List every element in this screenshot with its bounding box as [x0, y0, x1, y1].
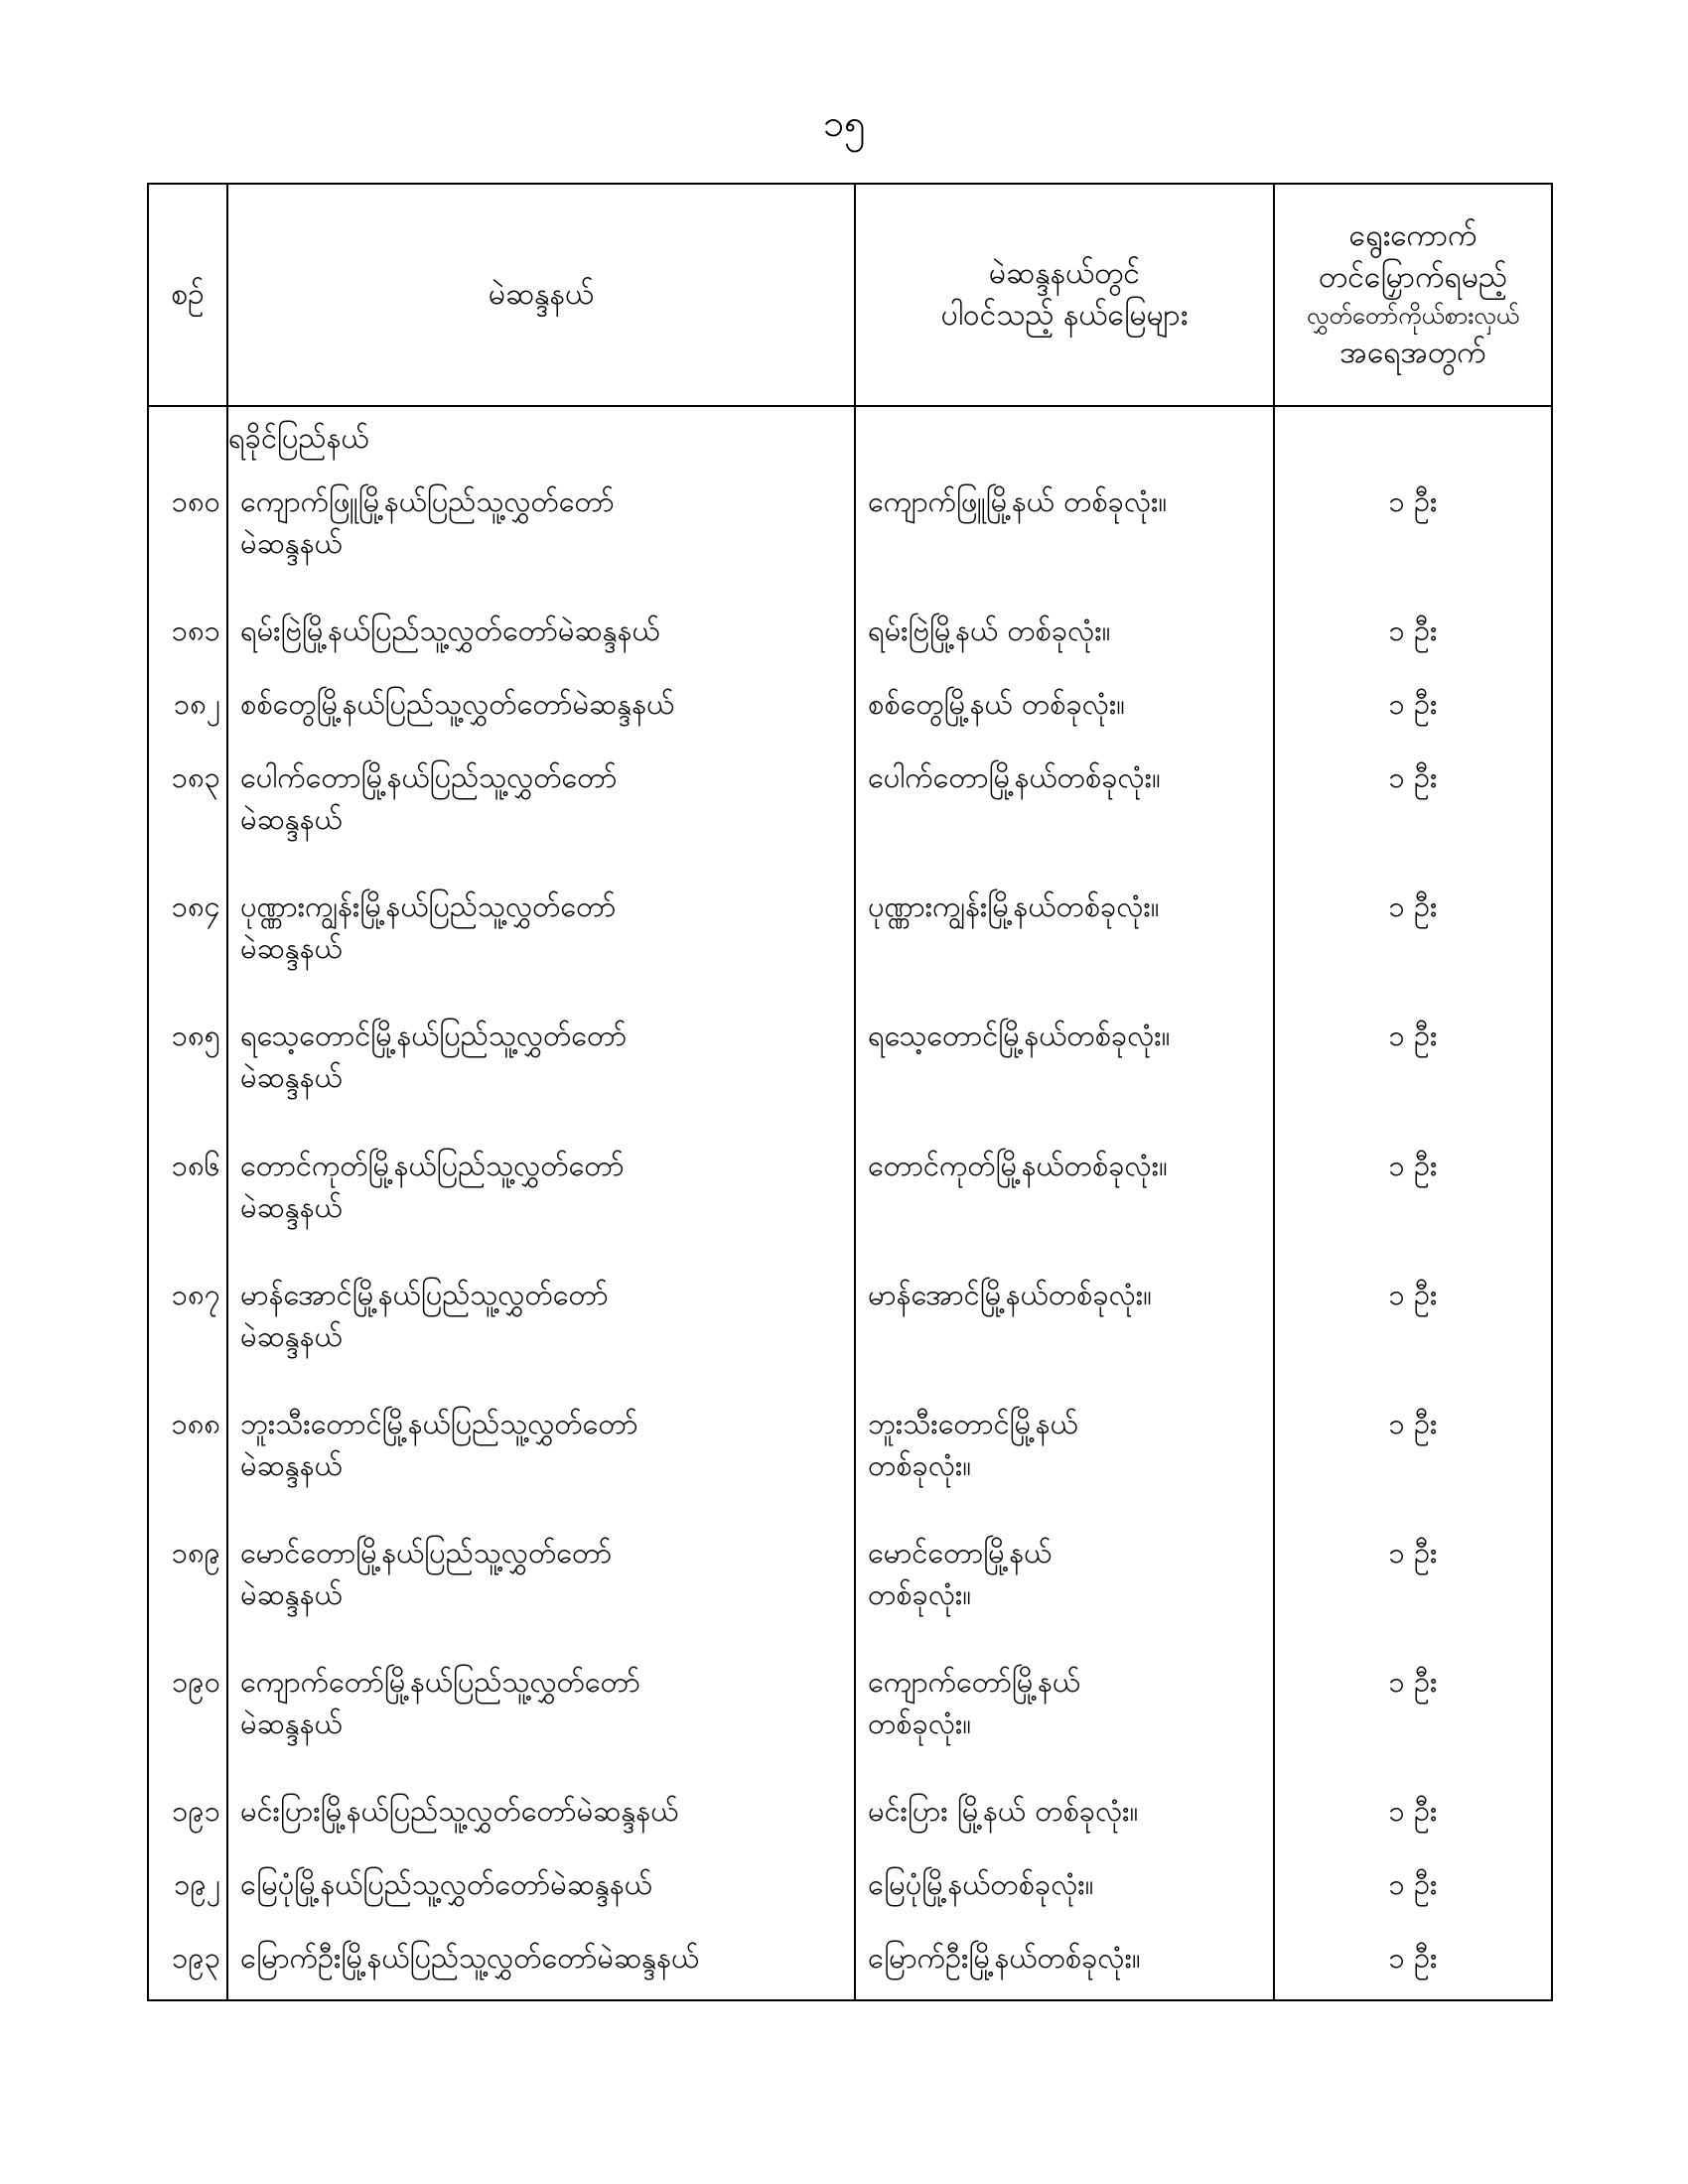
name-line: မြေပုံမြို့နယ်ပြည်သူ့လွှတ်တော်မဲဆန္ဒနယ်	[240, 1867, 652, 1902]
area-line: ပုဏ္ဏားကျွန်းမြို့နယ်တစ်ခုလုံး။	[868, 889, 1160, 924]
included-areas	[855, 590, 1274, 663]
constituency-name	[227, 1512, 855, 1641]
constituency-name	[227, 461, 855, 590]
header-reps-line2: တင်မြှောက်ရမည့်	[1319, 260, 1507, 295]
representative-count: ၁ ဦး	[1274, 590, 1552, 663]
header-representatives	[1274, 184, 1552, 406]
table-row	[148, 995, 1552, 1124]
constituency-name	[227, 1770, 855, 1843]
area-line: မြောက်ဦးမြို့နယ်တစ်ခုလုံး။	[868, 1941, 1141, 1976]
table-row	[148, 663, 1552, 737]
area-line: တောင်ကုတ်မြို့နယ်တစ်ခုလုံး။	[868, 1148, 1168, 1182]
row-number: ၁၉၂	[148, 1843, 227, 1917]
area-line: ကျောက်ဖြူမြို့နယ် တစ်ခုလုံး။	[868, 483, 1168, 518]
name-line: ဘူးသီးတောင်မြို့နယ်ပြည်သူ့လွှတ်တော်	[240, 1406, 638, 1440]
header-included-areas	[855, 184, 1274, 406]
table-row	[148, 590, 1552, 663]
included-areas	[855, 1641, 1274, 1770]
name-line: မဲဆန္ဒနယ်	[240, 1447, 343, 1482]
included-areas	[855, 866, 1274, 995]
table-row	[148, 1254, 1552, 1383]
table-row	[148, 1383, 1552, 1512]
area-line: မောင်တောမြို့နယ်	[868, 1535, 1053, 1570]
representative-count: ၁ ဦး	[1274, 1641, 1552, 1770]
representative-count: ၁ ဦး	[1274, 1512, 1552, 1641]
header-no: စဉ်	[148, 184, 227, 406]
header-included-areas-line1: မဲဆန္ဒနယ်တွင်	[988, 256, 1141, 291]
constituency-name	[227, 1843, 855, 1917]
table-row	[148, 737, 1552, 866]
header-reps-line4: အရေအတွက်	[1339, 336, 1486, 370]
table-row	[148, 866, 1552, 995]
table-row	[148, 1641, 1552, 1770]
section-title: ရခိုင်ပြည်နယ်	[227, 406, 855, 461]
representative-count: ၁ ဦး	[1274, 1770, 1552, 1843]
table-row	[148, 1770, 1552, 1843]
included-areas	[855, 1512, 1274, 1641]
representative-count: ၁ ဦး	[1274, 1125, 1552, 1254]
row-number: ၁၈၅	[148, 995, 227, 1124]
area-line: တစ်ခုလုံး။	[868, 1447, 972, 1482]
row-number: ၁၉၀	[148, 1641, 227, 1770]
name-line: ရသေ့တောင်မြို့နယ်ပြည်သူ့လွှတ်တော်	[240, 1019, 628, 1053]
section-row	[148, 406, 1552, 461]
table-row	[148, 1125, 1552, 1254]
area-line: ပေါက်တောမြို့နယ်တစ်ခုလုံး။	[868, 760, 1161, 795]
representative-count: ၁ ဦး	[1274, 737, 1552, 866]
constituency-name	[227, 1254, 855, 1383]
included-areas	[855, 1843, 1274, 1917]
included-areas	[855, 1125, 1274, 1254]
name-line: မဲဆန္ဒနယ်	[240, 1318, 343, 1353]
table-row	[148, 1512, 1552, 1641]
name-line: စစ်တွေမြို့နယ်ပြည်သူ့လွှတ်တော်မဲဆန္ဒနယ်	[240, 687, 675, 722]
included-areas	[855, 1383, 1274, 1512]
included-areas	[855, 663, 1274, 737]
header-reps-line3: လွှတ်တော်ကိုယ်စားလှယ်	[1306, 302, 1520, 330]
name-line: ပေါက်တောမြို့နယ်ပြည်သူ့လွှတ်တော်	[240, 760, 618, 795]
area-line: တစ်ခုလုံး။	[868, 1706, 972, 1740]
name-line: ပုဏ္ဏားကျွန်းမြို့နယ်ပြည်သူ့လွှတ်တော်	[240, 889, 617, 924]
row-number: ၁၈၄	[148, 866, 227, 995]
representative-count: ၁ ဦး	[1274, 1917, 1552, 2000]
included-areas	[855, 737, 1274, 866]
table-row	[148, 1843, 1552, 1917]
area-line: မာန်အောင်မြို့နယ်တစ်ခုလုံး။	[868, 1277, 1153, 1311]
row-number: ၁၈၉	[148, 1512, 227, 1641]
included-areas	[855, 461, 1274, 590]
area-line: မင်းပြား မြို့နယ် တစ်ခုလုံး။	[868, 1793, 1139, 1828]
representative-count: ၁ ဦး	[1274, 1254, 1552, 1383]
header-constituency: မဲဆန္ဒနယ်	[227, 184, 855, 406]
row-number: ၁၈၆	[148, 1125, 227, 1254]
name-line: ကျောက်ဖြူမြို့နယ်ပြည်သူ့လွှတ်တော်	[240, 483, 615, 518]
constituency-name	[227, 1383, 855, 1512]
included-areas	[855, 1770, 1274, 1843]
name-line: တောင်ကုတ်မြို့နယ်ပြည်သူ့လွှတ်တော်	[240, 1148, 625, 1182]
row-number: ၁၈၀	[148, 461, 227, 590]
row-number: ၁၈၃	[148, 737, 227, 866]
header-included-areas-line2: ပါဝင်သည့် နယ်မြေများ	[940, 298, 1189, 333]
constituency-name	[227, 995, 855, 1124]
representative-count: ၁ ဦး	[1274, 1843, 1552, 1917]
area-line: ကျောက်တော်မြို့နယ်	[868, 1664, 1080, 1699]
row-number: ၁၉၁	[148, 1770, 227, 1843]
name-line: ရမ်းဗြဲမြို့နယ်ပြည်သူ့လွှတ်တော်မဲဆန္ဒနယ်	[240, 613, 660, 647]
name-line: ကျောက်တော်မြို့နယ်ပြည်သူ့လွှတ်တော်	[240, 1664, 640, 1699]
name-line: မဲဆန္ဒနယ်	[240, 802, 343, 837]
header-reps-line1: ရွေးကောက်	[1348, 218, 1477, 253]
page-number: ၁၅	[822, 101, 866, 145]
area-line: မြေပုံမြို့နယ်တစ်ခုလုံး။	[868, 1867, 1094, 1902]
name-line: မဲဆန္ဒနယ်	[240, 1189, 343, 1224]
area-line: ရမ်းဗြဲမြို့နယ် တစ်ခုလုံး။	[868, 613, 1111, 647]
representative-count: ၁ ဦး	[1274, 995, 1552, 1124]
constituency-name	[227, 737, 855, 866]
table-header-row	[148, 184, 1552, 406]
area-line: ဘူးသီးတောင်မြို့နယ်	[868, 1406, 1078, 1440]
constituency-name	[227, 1641, 855, 1770]
constituency-name	[227, 590, 855, 663]
representative-count: ၁ ဦး	[1274, 663, 1552, 737]
included-areas	[855, 995, 1274, 1124]
row-number: ၁၈၁	[148, 590, 227, 663]
table-row	[148, 461, 1552, 590]
representative-count: ၁ ဦး	[1274, 866, 1552, 995]
constituency-name	[227, 663, 855, 737]
row-number: ၁၈၈	[148, 1383, 227, 1512]
constituency-name	[227, 1917, 855, 2000]
constituency-table	[147, 183, 1553, 2001]
area-line: ရသေ့တောင်မြို့နယ်တစ်ခုလုံး။	[868, 1019, 1171, 1053]
name-line: မာန်အောင်မြို့နယ်ပြည်သူ့လွှတ်တော်	[240, 1277, 609, 1311]
name-line: မင်းပြားမြို့နယ်ပြည်သူ့လွှတ်တော်မဲဆန္ဒနယ်	[240, 1793, 679, 1828]
name-line: မဲဆန္ဒနယ်	[240, 1060, 343, 1095]
row-number: ၁၈၂	[148, 663, 227, 737]
name-line: မဲဆန္ဒနယ်	[240, 931, 343, 966]
constituency-name	[227, 866, 855, 995]
constituency-name	[227, 1125, 855, 1254]
name-line: မောင်တောမြို့နယ်ပြည်သူ့လွှတ်တော်	[240, 1535, 613, 1570]
area-line: တစ်ခုလုံး။	[868, 1576, 972, 1611]
area-line: စစ်တွေမြို့နယ် တစ်ခုလုံး။	[868, 687, 1126, 722]
included-areas	[855, 1254, 1274, 1383]
representative-count: ၁ ဦး	[1274, 1383, 1552, 1512]
table-row	[148, 1917, 1552, 2000]
representative-count: ၁ ဦး	[1274, 461, 1552, 590]
name-line: မြောက်ဦးမြို့နယ်ပြည်သူ့လွှတ်တော်မဲဆန္ဒနယ်	[240, 1941, 700, 1976]
row-number: ၁၈၇	[148, 1254, 227, 1383]
included-areas	[855, 1917, 1274, 2000]
name-line: မဲဆန္ဒနယ်	[240, 525, 343, 560]
name-line: မဲဆန္ဒနယ်	[240, 1576, 343, 1611]
row-number: ၁၉၃	[148, 1917, 227, 2000]
name-line: မဲဆန္ဒနယ်	[240, 1706, 343, 1740]
